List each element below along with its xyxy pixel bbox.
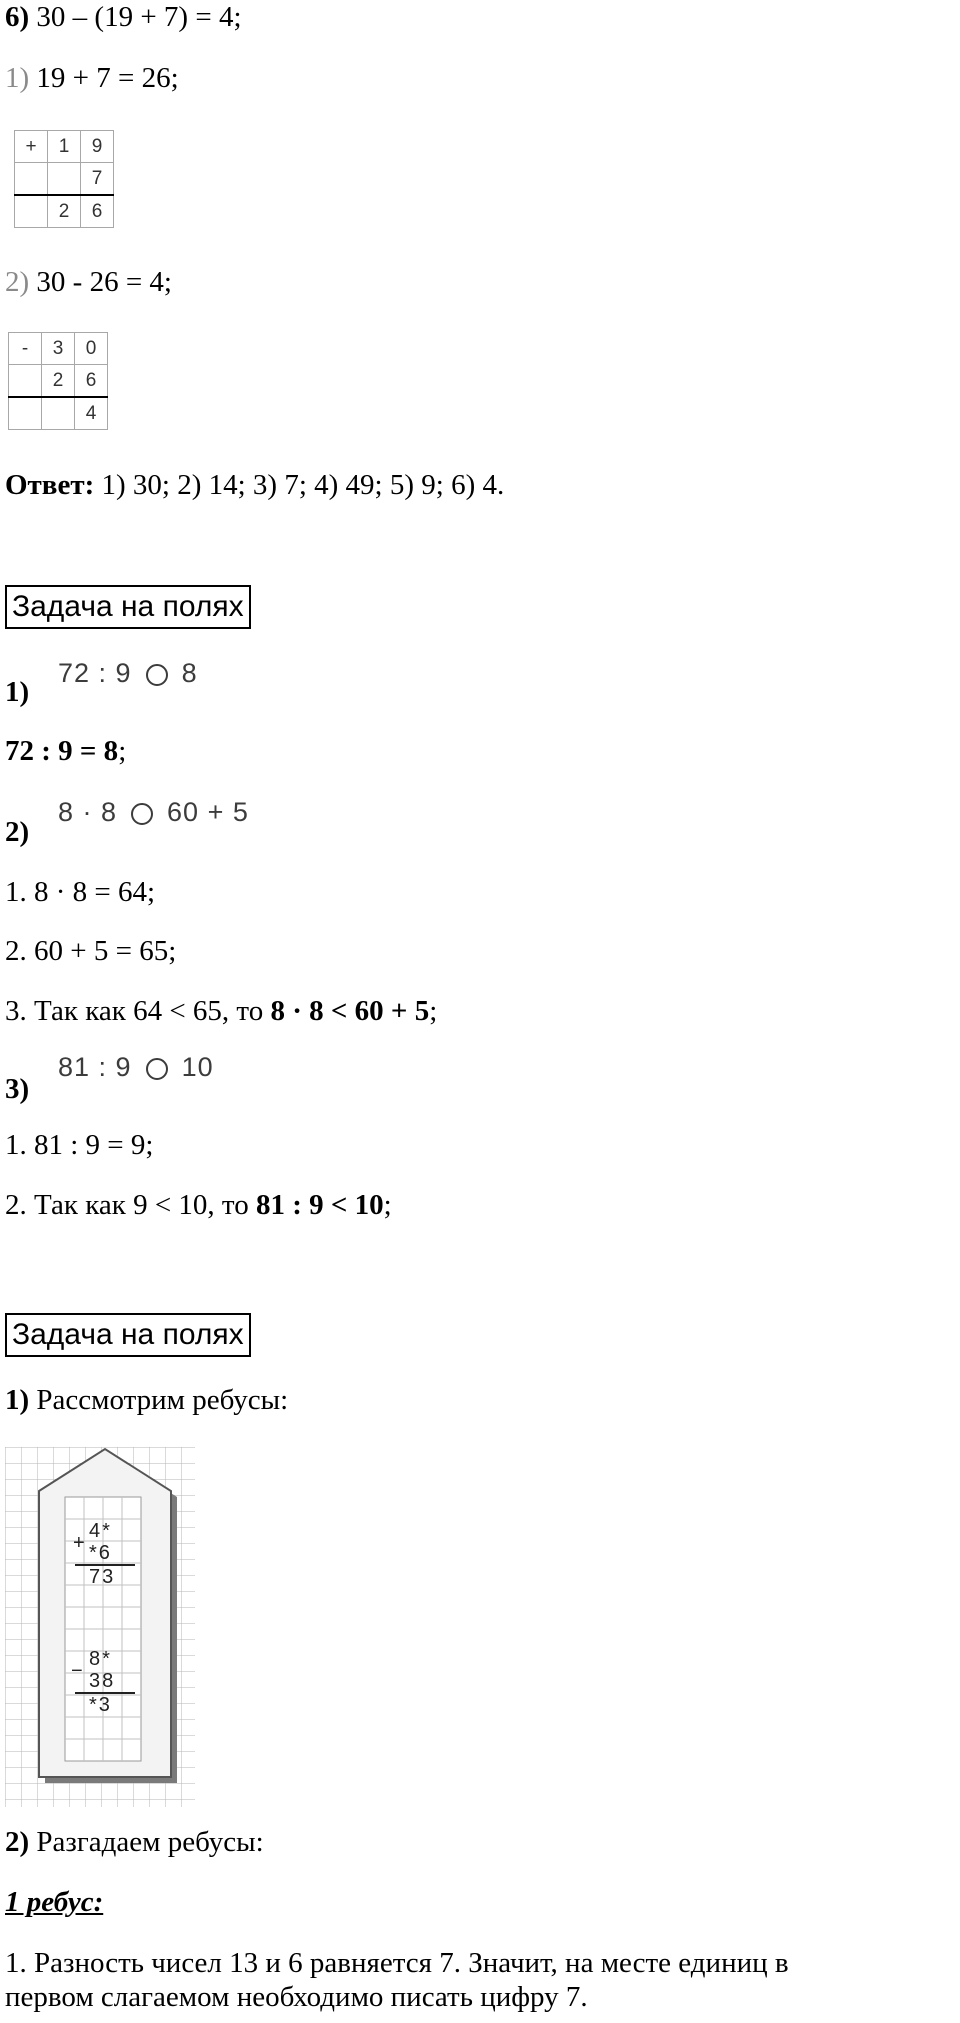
q3-line2-tail: ; [383,1189,392,1221]
compare-circle-icon [146,664,168,686]
q2-line3-pre: 3. Так как 64 < 65, то [5,995,271,1027]
rebus-illustration [5,1447,195,1807]
q1-answer-line [5,734,126,768]
p2-number: 2) [5,1826,30,1858]
sub-cell [42,397,75,430]
q3-line2-pre: 2. Так как 9 < 10, то [5,1189,256,1221]
compare-circle-icon [131,803,153,825]
p1-text: Рассмотрим ребусы: [29,1384,289,1416]
sub-cell: 3 [42,333,75,365]
q1-comparison-image [58,658,198,689]
q2-right: 60 + 5 [167,797,249,827]
answer-text: 1) 30; 2) 14; 3) 7; 4) 49; 5) 9; 6) 4. [101,469,505,501]
q3-line1: 1. 81 : 9 = 9; [5,1129,154,1161]
rebus1-line2: первом слагаемом необходимо писать цифру 7. [5,1981,588,2013]
subtraction-column-table [8,332,108,430]
q2-line3-bold: 8 · 8 < 60 + 5 [270,995,430,1027]
q3-label: 3) [5,1073,30,1105]
q2-line1: 1. 8 · 8 = 64; [5,876,156,908]
q1-answer: 72 : 9 = 8 [5,735,119,767]
p1-line [5,1383,288,1417]
step2-expression: 30 - 26 = 4; [36,266,172,298]
add-cell [48,163,81,196]
q2-left: 8 · 8 [58,797,118,827]
addition-column-table [14,130,114,228]
step2-number: 2) [5,266,30,298]
q2-line3-tail: ; [429,995,438,1027]
q3-line2-bold: 81 : 9 < 10 [255,1189,384,1221]
answer-label: Ответ: [5,469,95,501]
margin-task-heading-1: Задача на полях [5,585,251,629]
q2-number [5,815,29,849]
add-cell: 1 [48,131,81,163]
add-cell: + [15,131,48,163]
margin-task-heading-2: Задача на полях [5,1313,251,1357]
p2-text: Разгадаем ребусы: [29,1826,264,1858]
add-cell: 7 [81,163,114,196]
rebus-add-sign: + [73,1532,85,1554]
sub-cell: 0 [75,333,108,365]
q1-number [5,675,29,709]
rebus-sub-term2: 38 [89,1670,116,1692]
step1-number: 1) [5,62,30,94]
rebus-sub-sign: − [71,1660,83,1682]
part6-title [5,0,242,34]
compare-circle-icon [146,1058,168,1080]
q3-comparison-image [58,1052,214,1083]
part6-step1 [5,61,179,95]
q1-right: 8 [181,658,198,688]
q2-line3 [5,994,437,1028]
add-cell [15,163,48,196]
q2-line2: 2. 60 + 5 = 65; [5,935,177,967]
rebus-add-term1: 4* [89,1520,112,1542]
add-cell [15,195,48,228]
p1-number: 1) [5,1384,30,1416]
q3-left: 81 : 9 [58,1052,132,1082]
rebus1-title: 1 ребус: [5,1886,104,1918]
sub-cell: 2 [42,365,75,398]
q3-right: 10 [181,1052,214,1082]
rebus1-title-line [5,1885,103,1919]
sub-cell: - [9,333,42,365]
rebus-sub-term1: 8* [89,1648,112,1670]
p2-line [5,1825,264,1859]
q1-tail: ; [118,735,127,767]
part6-number: 6) [5,1,30,33]
rebus-sub-diff: *3 [89,1694,112,1716]
add-cell: 9 [81,131,114,163]
sub-cell [9,397,42,430]
q1-left: 72 : 9 [58,658,132,688]
sub-cell: 6 [75,365,108,398]
sub-cell: 4 [75,397,108,430]
part6-expression: 30 – (19 + 7) = 4; [36,1,242,33]
q3-line2 [5,1188,392,1222]
answer-line [5,468,504,502]
q1-label: 1) [5,676,30,708]
rebus1-line1: 1. Разность чисел 13 и 6 равняется 7. Значит, на месте единиц в [5,1947,789,1979]
q2-comparison-image [58,797,249,828]
add-cell: 6 [81,195,114,228]
q3-number [5,1072,29,1106]
sub-cell [9,365,42,398]
rebus-add-term2: *6 [89,1542,112,1564]
rebus-add-sum: 73 [89,1566,116,1588]
part6-step2 [5,265,172,299]
step1-expression: 19 + 7 = 26; [36,62,179,94]
add-cell: 2 [48,195,81,228]
q2-label: 2) [5,816,30,848]
